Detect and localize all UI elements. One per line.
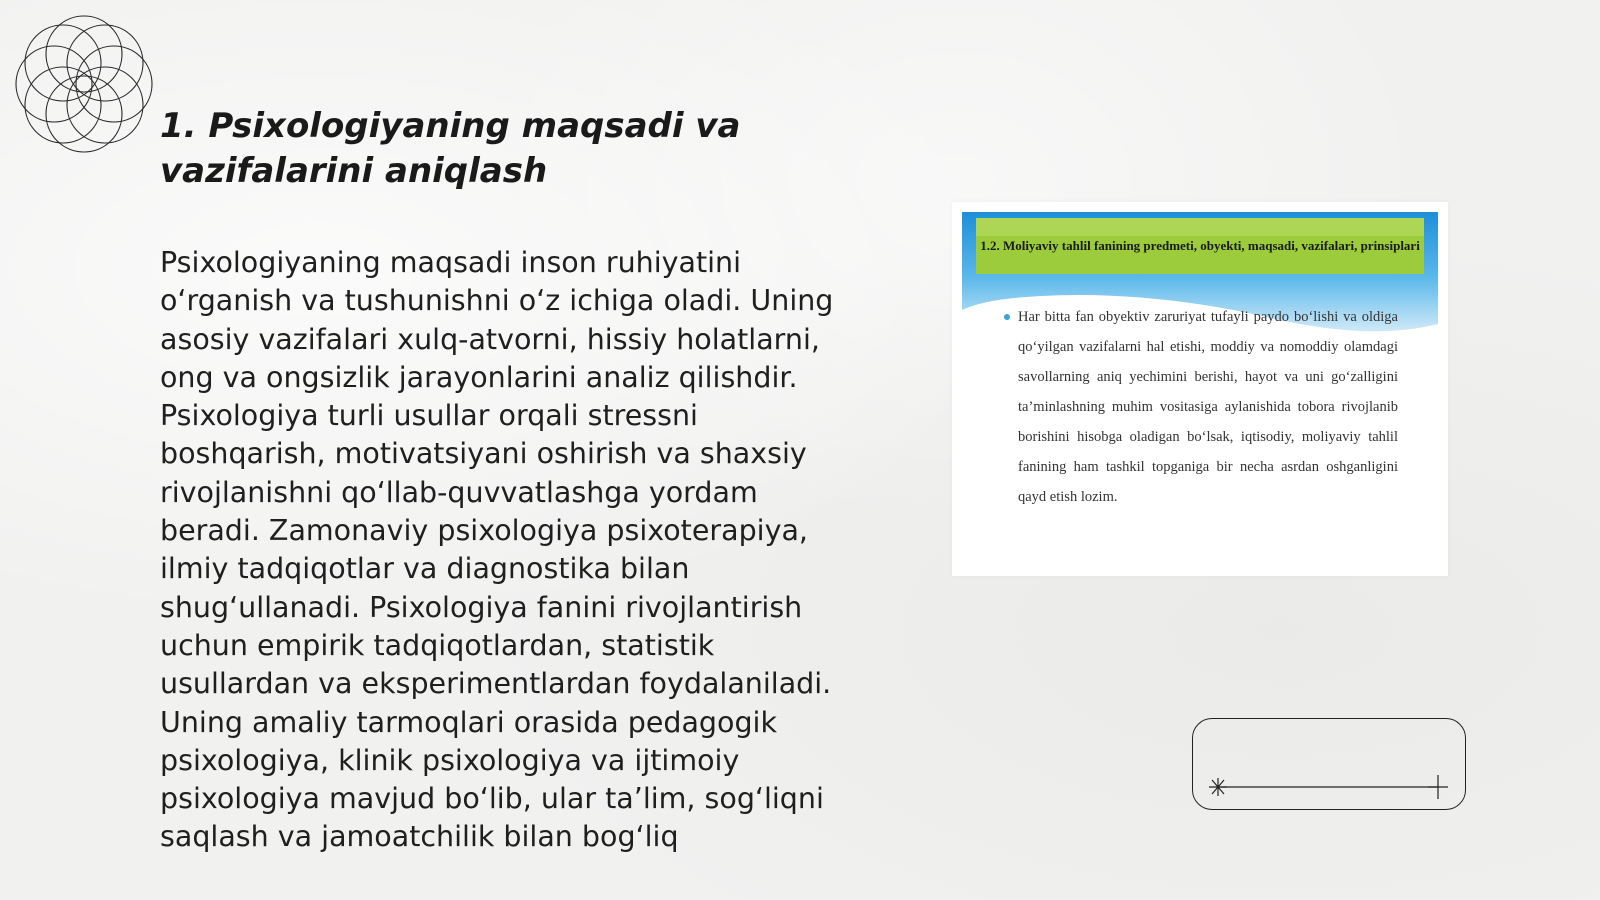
sparkle-icon [1209,778,1227,796]
slide-title: 1. Psixologiyaning maqsadi va vazifalarini aniqlash [160,106,741,191]
embedded-slide-image [952,202,1448,576]
cross-star-icon [1428,775,1448,799]
embedded-slide-bullet-text: Har bitta fan obyektiv zaruriyat tufayli paydo bo‘lishi va oldiga qo‘yilgan vazifalarni hal etishi, moddiy va nomoddiy olamdagi savollarning aniq yechimini berishi, hayot va uni go‘zalligini ta’minlashning muhim vositasiga aylanishida tobora rivojlanib borishini hisobga oladigan bo‘lsak, iqtisodiy, moliyaviy tahlil fanining ham tashkil topganiga bir necha asrdan oshganligini qayd etish lozim. [1018,309,1398,505]
circle-ornament-icon [8,8,160,160]
slide-body-text: Psixologiyaning maqsadi inson ruhiyatini o‘rganish va tushunishni o‘z ichiga oladi. Uning asosiy vazifalari xulq-atvorni, hissiy holatlarni, ong va ongsizlik jarayonlarini analiz qilishdir. Psixologiya turli usullar orqali stressni boshqarish, motivatsiyani oshirish va shaxsiy rivojlanishni qo‘llab-quvvatlashga yordam beradi. Zamonaviy psixologiya psixoterapiya, ilmiy tadqiqotlar va diagnostika bilan shug‘ullanadi. Psixologiya fanini rivojlantirish uchun empirik tadqiqotlardan, statistik usullardan va eksperimentlardan foydalaniladi. Uning amaliy tarmoqlari orasida pedagogik psixologiya, klinik psixologiya va ijtimoiy psixologiya mavjud bo‘lib, ular ta’lim, sog‘liqni saqlash va jamoatchilik bilan bog‘liq [160,246,834,854]
bullet-dot-icon [1004,314,1010,320]
decorative-line [1202,772,1454,802]
embedded-slide-header: 1.2. Moliyaviy tahlil fanining predmeti, obyekti, maqsadi, vazifalari, prinsiplari [980,238,1420,253]
